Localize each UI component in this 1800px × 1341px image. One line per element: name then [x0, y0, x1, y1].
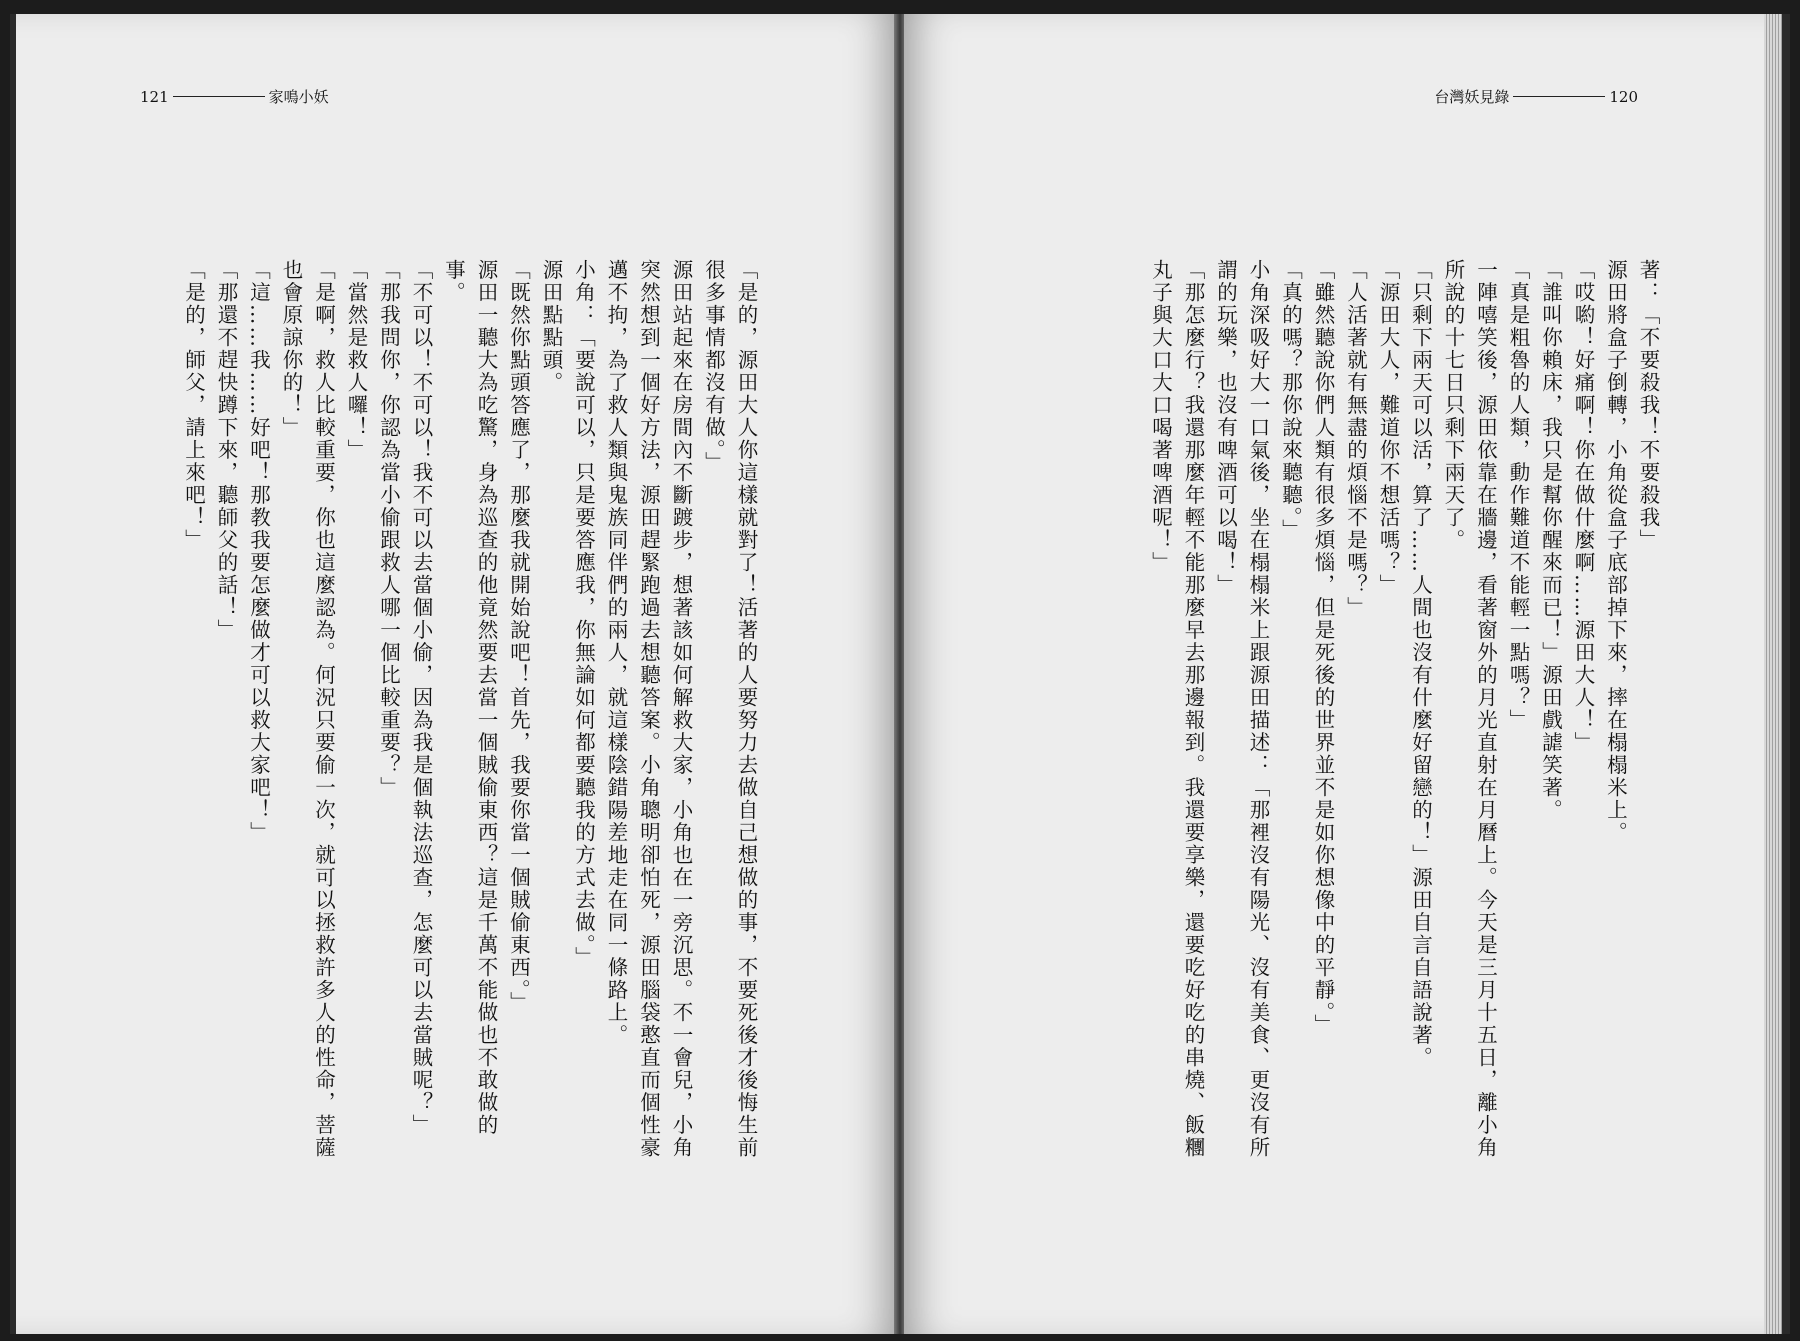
- paragraph: 「是啊，救人比較重要，你也這麼認為。何況只要偷一次，就可以拯救許多人的性命，菩薩也會原諒你的！」: [279, 259, 336, 1159]
- paragraph: 「既然你點頭答應了，那麼我就開始說吧！首先，我要你當一個賊偷東西。」: [506, 259, 531, 1014]
- paragraph: 「當然是救人囉！」: [344, 259, 368, 462]
- paragraph: 「不可以！不可以！我不可以去當個小偷，因為我是個執法巡查，怎麼可以去當賊呢？」: [409, 259, 433, 1137]
- left-page-number: 121: [140, 87, 169, 106]
- paragraph: 源田點點頭。: [539, 259, 563, 394]
- paragraph: 著：「不要殺我！不要殺我」: [1636, 259, 1660, 552]
- right-page-header: [1434, 86, 1638, 107]
- right-running-title: 台灣妖見錄: [1434, 88, 1510, 106]
- paragraph: 源田站起來在房間內不斷踱步，想著該如何解救大家，小角也在一旁沉思。不一會兒，小角突然想到一個好方法，源田趕緊跑過去想聽答案。小角聰明卻怕死，源田腦袋憨直而個性豪邁不拘，為了救人類與鬼族同伴們的兩人，就這樣陰錯陽差地走在同一條路上。: [604, 259, 693, 1159]
- header-rule: [173, 96, 265, 97]
- right-page-number: 120: [1609, 87, 1638, 106]
- paragraph: 「是的，源田大人你這樣就對了！活著的人要努力去做自己想做的事，不要死後才後悔生前很多事情都沒有做。」: [701, 259, 758, 1159]
- paragraph: 「真是粗魯的人類，動作難道不能輕一點嗎？」: [1506, 259, 1530, 732]
- left-page: [16, 14, 896, 1334]
- paragraph: 「那還不趕快蹲下來，聽師父的話！」: [214, 259, 238, 642]
- left-body-text: [177, 259, 762, 1159]
- header-rule: [1513, 96, 1605, 97]
- paragraph: 「只剩下兩天可以活，算了……人間也沒有什麼好留戀的！」源田自言自語說著。: [1408, 259, 1433, 1069]
- paragraph: 「那我問你，你認為當小偷跟救人哪一個比較重要？」: [376, 259, 401, 799]
- paragraph: 源田將盒子倒轉，小角從盒子底部掉下來，摔在榻榻米上。: [1603, 259, 1628, 844]
- paragraph: 「誰叫你賴床，我只是幫你醒來而已！」源田戲謔笑著。: [1538, 259, 1563, 822]
- paragraph: 「那怎麼行？我還那麼年輕不能那麼早去那邊報到。我還要享樂，還要吃好吃的串燒、飯糰丸子與大口大口喝著啤酒呢！」: [1148, 259, 1205, 1159]
- book-spread: [10, 14, 1790, 1334]
- paragraph: 源田一聽大為吃驚，身為巡查的他竟然要去當一個賊偷東西？這是千萬不能做也不敢做的事。: [441, 259, 498, 1137]
- left-page-header: [140, 86, 329, 107]
- paragraph: 「是的，師父，請上來吧！」: [181, 259, 206, 552]
- paragraph: 「源田大人，難道你不想活嗎？」: [1376, 259, 1400, 597]
- paragraph: 一陣嘻笑後，源田依靠在牆邊，看著窗外的月光直射在月曆上。今天是三月十五日，離小角所說的十七日只剩下兩天了。: [1441, 259, 1498, 1159]
- right-page: [904, 14, 1782, 1334]
- paragraph: 「雖然聽說你們人類有很多煩惱，但是死後的世界並不是如你想像中的平靜。」: [1311, 259, 1335, 1037]
- paragraph: 小角：「要說可以，只是要答應我，你無論如何都要聽我的方式去做。」: [571, 259, 596, 969]
- right-body-text: [1144, 259, 1664, 1159]
- paragraph: 小角深吸好大一口氣後，坐在榻榻米上跟源田描述：「那裡沒有陽光、沒有美食、更沒有所謂的玩樂，也沒有啤酒可以喝！」: [1213, 259, 1270, 1159]
- paragraph: 「這……我……好吧！那教我要怎麼做才可以救大家吧！」: [246, 259, 271, 844]
- page-edges: [1764, 14, 1782, 1334]
- paragraph: 「人活著就有無盡的煩惱不是嗎？」: [1343, 259, 1368, 619]
- paragraph: 「真的嗎？那你說來聽聽。」: [1278, 259, 1303, 542]
- paragraph: 「哎喲！好痛啊！你在做什麼啊……源田大人！」: [1571, 259, 1595, 754]
- left-running-title: 家鳴小妖: [268, 88, 329, 106]
